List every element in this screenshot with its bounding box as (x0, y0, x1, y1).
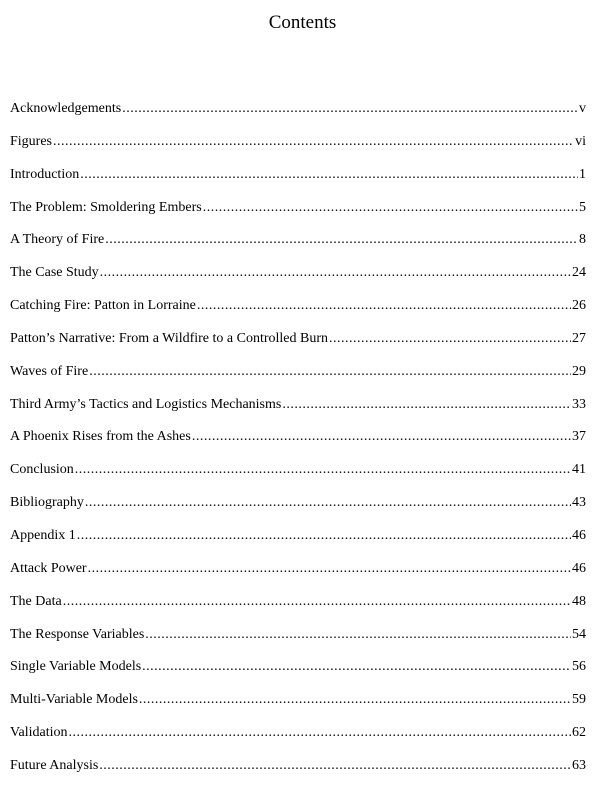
toc-entry[interactable] (10, 427, 586, 460)
page-title: Contents (268, 12, 337, 33)
toc-entry-label: Validation (10, 725, 68, 741)
toc-dot-leader (105, 230, 578, 250)
toc-entry-page: 46 (572, 527, 586, 543)
toc-entry-page: vi (575, 133, 586, 149)
toc-entry-label: A Phoenix Rises from the Ashes (10, 429, 191, 445)
toc-entry[interactable] (10, 362, 586, 395)
toc-entry-page: 43 (572, 495, 586, 511)
toc-entry[interactable] (10, 559, 586, 592)
toc-entry[interactable] (10, 690, 586, 723)
toc-dot-leader (77, 526, 571, 546)
toc-entry-label: Third Army’s Tactics and Logistics Mechanisms (10, 396, 282, 412)
toc-dot-leader (282, 395, 571, 415)
toc-entry-page: 37 (572, 429, 586, 445)
toc-dot-leader (85, 493, 571, 513)
toc-dot-leader (139, 690, 571, 710)
toc-entry-page: 1 (579, 166, 586, 182)
toc-entry-page: 62 (572, 725, 586, 741)
toc-entry-label: Figures (10, 133, 52, 149)
toc-entry[interactable] (10, 493, 586, 526)
toc-entry[interactable] (10, 296, 586, 329)
table-of-contents (10, 99, 586, 789)
toc-entry-page: 41 (572, 462, 586, 478)
toc-dot-leader (63, 592, 571, 612)
toc-entry[interactable] (10, 756, 586, 789)
toc-dot-leader (329, 329, 571, 349)
toc-entry-label: Future Analysis (10, 757, 99, 773)
toc-entry[interactable] (10, 526, 586, 559)
toc-entry-label: The Case Study (10, 265, 99, 281)
toc-entry-label: Patton’s Narrative: From a Wildfire to a Controlled Burn (10, 330, 329, 346)
toc-entry-page: 24 (572, 265, 586, 281)
toc-entry[interactable] (10, 263, 586, 296)
toc-entry-label: The Problem: Smoldering Embers (10, 199, 202, 215)
toc-dot-leader (69, 723, 571, 743)
toc-entry[interactable] (10, 460, 586, 493)
toc-entry-page: 8 (579, 232, 586, 248)
toc-dot-leader (88, 559, 571, 579)
toc-entry-label: A Theory of Fire (10, 232, 105, 248)
toc-entry-label: Waves of Fire (10, 363, 89, 379)
toc-entry-label: Introduction (10, 166, 80, 182)
toc-entry[interactable] (10, 329, 586, 362)
toc-entry-page: 29 (572, 363, 586, 379)
toc-entry[interactable] (10, 723, 586, 756)
toc-dot-leader (100, 263, 571, 283)
toc-entry-label: Multi-Variable Models (10, 692, 138, 708)
toc-entry[interactable] (10, 165, 586, 198)
toc-dot-leader (75, 460, 571, 480)
toc-entry-label: Single Variable Models (10, 659, 142, 675)
toc-dot-leader (53, 132, 574, 152)
toc-entry[interactable] (10, 625, 586, 658)
toc-entry[interactable] (10, 198, 586, 231)
toc-entry-label: Bibliography (10, 495, 84, 511)
toc-dot-leader (203, 198, 578, 218)
toc-dot-leader (122, 99, 578, 119)
toc-entry-page: 59 (572, 692, 586, 708)
toc-entry-page: 33 (572, 396, 586, 412)
toc-entry-label: Appendix 1 (10, 527, 76, 543)
toc-entry-page: 63 (572, 757, 586, 773)
toc-dot-leader (89, 362, 571, 382)
toc-entry[interactable] (10, 230, 586, 263)
toc-entry[interactable] (10, 395, 586, 428)
toc-entry-label: Catching Fire: Patton in Lorraine (10, 298, 196, 314)
toc-entry-page: 26 (572, 298, 586, 314)
toc-entry-page: 27 (572, 330, 586, 346)
toc-entry[interactable] (10, 99, 586, 132)
toc-dot-leader (197, 296, 571, 316)
toc-entry-label: The Response Variables (10, 626, 145, 642)
toc-entry-label: Conclusion (10, 462, 74, 478)
toc-dot-leader (142, 657, 571, 677)
toc-entry[interactable] (10, 132, 586, 165)
toc-entry-page: 56 (572, 659, 586, 675)
toc-entry[interactable] (10, 592, 586, 625)
toc-dot-leader (99, 756, 571, 776)
toc-entry-label: Acknowledgements (10, 101, 122, 116)
toc-dot-leader (80, 165, 578, 185)
toc-dot-leader (192, 427, 571, 447)
toc-entry-page: 48 (572, 593, 586, 609)
toc-entry-label: The Data (10, 593, 62, 609)
toc-entry-page: 54 (572, 626, 586, 642)
toc-entry[interactable] (10, 657, 586, 690)
toc-entry-label: Attack Power (10, 560, 87, 576)
toc-entry-page: 46 (572, 560, 586, 576)
toc-entry-page: 5 (579, 199, 586, 215)
toc-entry-page: v (579, 101, 586, 116)
toc-dot-leader (145, 625, 571, 645)
